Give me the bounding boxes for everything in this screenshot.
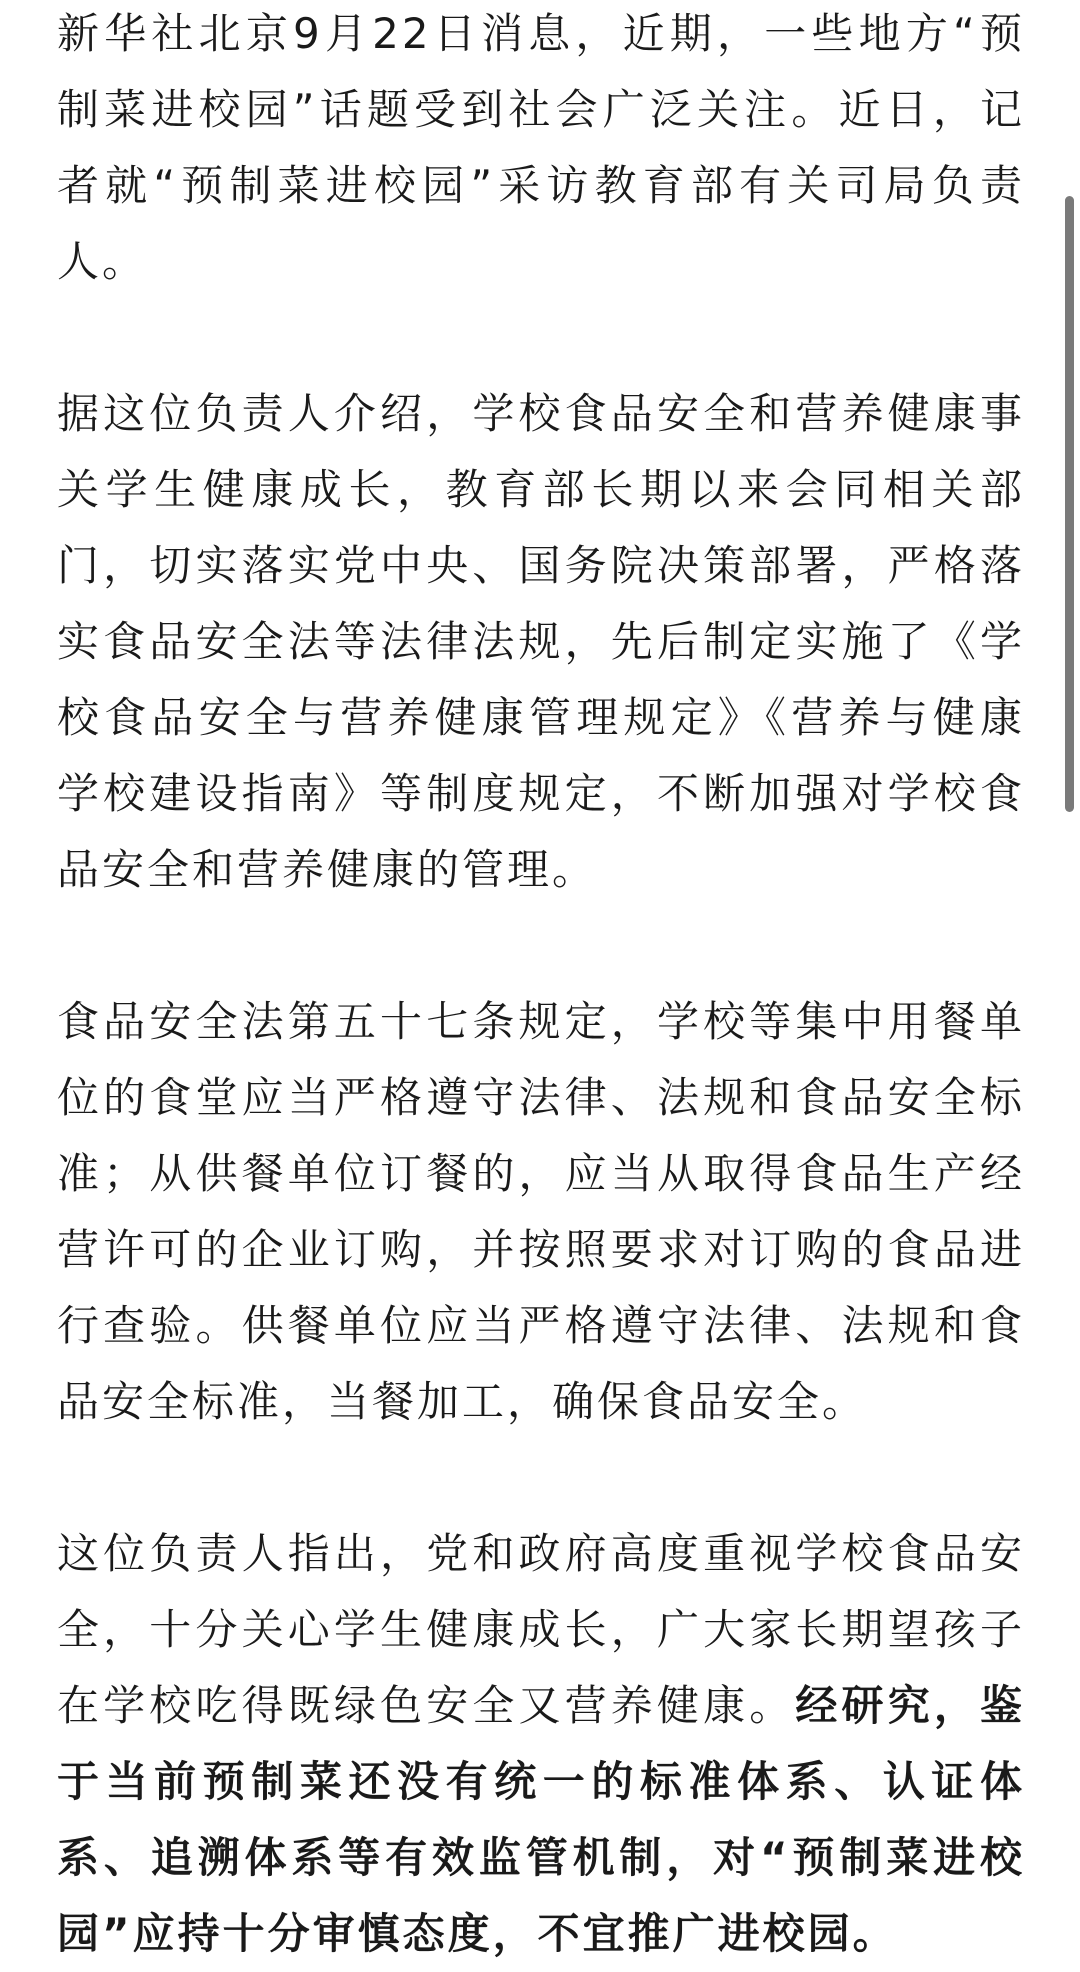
scrollbar-thumb[interactable] <box>1065 196 1074 812</box>
paragraph-conclusion-text: 这位负责人指出，党和政府高度重视学校食品安全，十分关心学生健康成长，广大家长期望孩子在学校吃得既绿色安全又营养健康。 <box>57 1529 1025 1730</box>
paragraph-intro-text: 新华社北京9月22日消息，近期，一些地方“预制菜进校园”话题受到社会广泛关注。近日，记者就“预制菜进校园”采访教育部有关司局负责人。 <box>57 9 1025 286</box>
paragraph-intro <box>57 0 1025 300</box>
paragraph-official-introduction <box>57 376 1025 908</box>
paragraph-conclusion <box>57 1516 1025 1972</box>
vertical-scrollbar[interactable] <box>1060 0 1080 1909</box>
paragraph-food-safety-law-text: 食品安全法第五十七条规定，学校等集中用餐单位的食堂应当严格遵守法律、法规和食品安全标准；从供餐单位订餐的，应当从取得食品生产经营许可的企业订购，并按照要求对订购的食品进行查验。供餐单位应当严格遵守法律、法规和食品安全标准，当餐加工，确保食品安全。 <box>57 997 1025 1426</box>
paragraph-conclusion-bold-text: 经研究，鉴于当前预制菜还没有统一的标准体系、认证体系、追溯体系等有效监管机制，对“预制菜进校园”应持十分审慎态度，不宜推广进校园。 <box>57 1681 1025 1958</box>
article-body <box>57 0 1025 1972</box>
paragraph-food-safety-law <box>57 984 1025 1440</box>
paragraph-official-introduction-text: 据这位负责人介绍，学校食品安全和营养健康事关学生健康成长，教育部长期以来会同相关部门，切实落实党中央、国务院决策部署，严格落实食品安全法等法律法规，先后制定实施了《学校食品安全与营养健康管理规定》《营养与健康学校建设指南》等制度规定，不断加强对学校食品安全和营养健康的管理。 <box>57 389 1025 894</box>
